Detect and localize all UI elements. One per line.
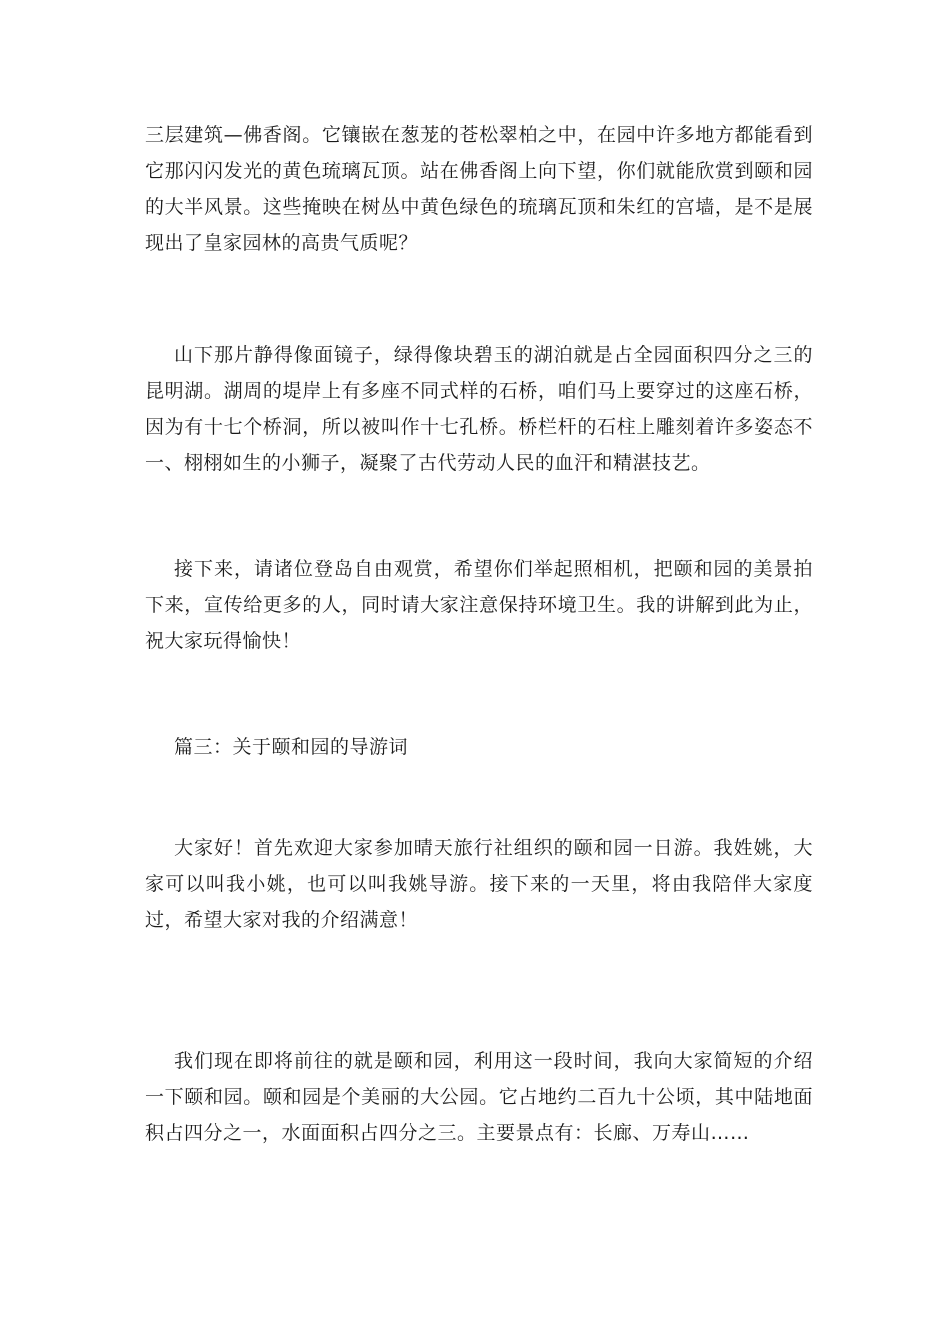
- paragraph-kunming-lake: 山下那片静得像面镜子，绿得像块碧玉的湖泊就是占全园面积四分之三的昆明湖。湖周的堤岸上有多座不同式样的石桥，咱们马上要穿过的这座石桥，因为有十七个桥洞，所以被叫作十七孔桥。桥栏杆的石柱上雕刻着许多姿态不一、栩栩如生的小狮子，凝聚了古代劳动人民的血汗和精湛技艺。: [145, 344, 813, 474]
- paragraph-foxiang-pavilion: 三层建筑—佛香阁。它镶嵌在葱茏的苍松翠柏之中，在园中许多地方都能看到它那闪闪发光的黄色琉璃瓦顶。站在佛香阁上向下望，你们就能欣赏到颐和园的大半风景。这些掩映在树丛中黄色绿色的琉璃瓦顶和朱红的宫墙，是不是展现出了皇家园林的高贵气质呢？: [145, 124, 813, 254]
- section-heading: 篇三：关于颐和园的导游词: [174, 736, 409, 758]
- paragraph-welcome: 大家好！首先欢迎大家参加晴天旅行社组织的颐和园一日游。我姓姚，大家可以叫我小姚，也可以叫我姚导游。接下来的一天里，将由我陪伴大家度过，希望大家对我的介绍满意！: [145, 837, 813, 931]
- paragraph-introduction: 我们现在即将前往的就是颐和园，利用这一段时间，我向大家简短的介绍一下颐和园。颐和园是个美丽的大公园。它占地约二百九十公顷，其中陆地面积占四分之一，水面面积占四分之三。主要景点有：长廊、万寿山……: [145, 1050, 813, 1144]
- paragraph-closing-remarks: 接下来，请诸位登岛自由观赏，希望你们举起照相机，把颐和园的美景拍下来，宣传给更多的人，同时请大家注意保持环境卫生。我的讲解到此为止，祝大家玩得愉快！: [145, 558, 813, 652]
